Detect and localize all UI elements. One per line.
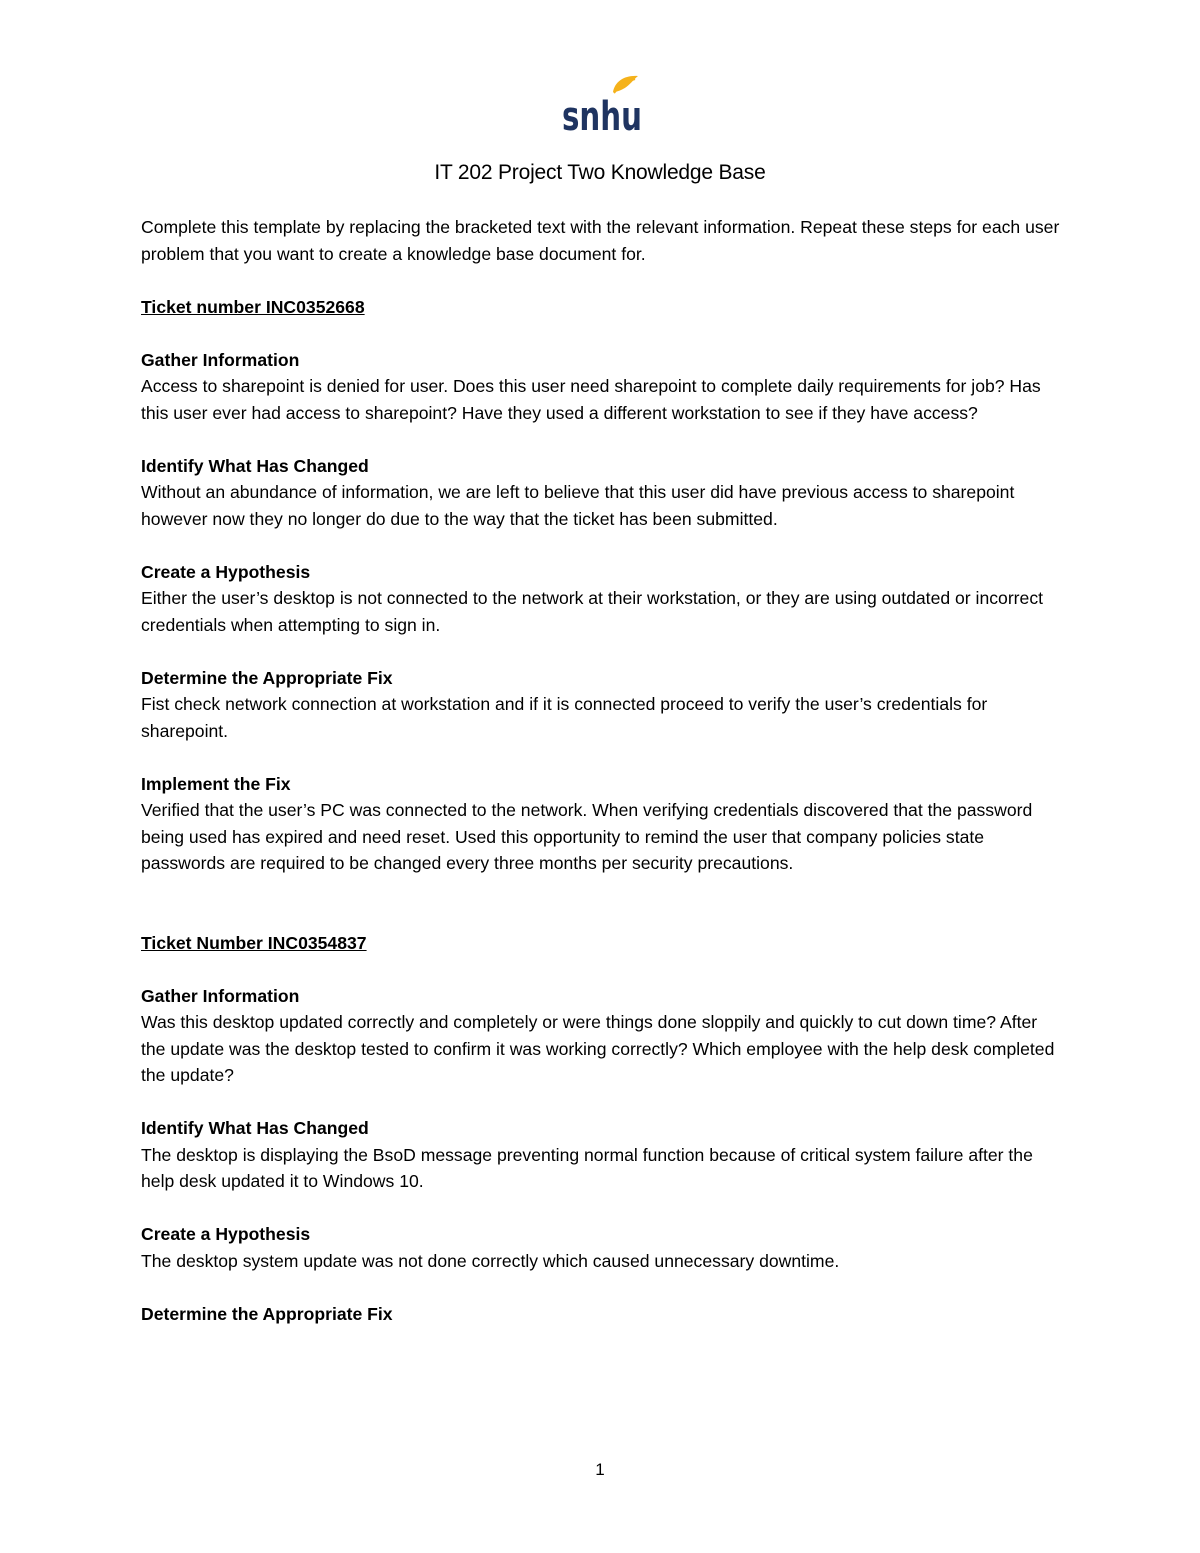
section-gather-information: [141, 347, 1061, 427]
snhu-logo: [557, 72, 647, 140]
section-heading: Identify What Has Changed: [141, 1118, 369, 1138]
intro-paragraph: Complete this template by replacing the bracketed text with the relevant information. Repeat these steps for each user problem that you want to create a knowledge base document for.: [141, 217, 1060, 264]
document-body: [141, 214, 1061, 1354]
section-identify-changes: [141, 1115, 1061, 1195]
section-body: Without an abundance of information, we are left to believe that this user did have previous access to sharepoint however now they no longer do due to the way that the ticket has been submitted.: [141, 482, 1015, 529]
section-identify-changes: [141, 453, 1061, 533]
document-title: IT 202 Project Two Knowledge Base: [434, 161, 766, 184]
ticket-label: Ticket Number INC0354837: [141, 932, 367, 953]
section-hypothesis: [141, 1221, 1061, 1274]
ticket-spacer: [141, 903, 1061, 930]
section-heading: Determine the Appropriate Fix: [141, 1303, 393, 1324]
section-heading: Implement the Fix: [141, 773, 291, 794]
section-body: Verified that the user’s PC was connected to the network. When verifying credentials discovered that the password being used has expired and need reset. Used this opportunity to remind the user that company policies state passwords are required to be changed every three months per security precautions.: [141, 800, 1033, 873]
section-body: Access to sharepoint is denied for user. Does this user need sharepoint to complete daily requirements for job? Has this user ever had access to sharepoint? Have they used a different workstation to see if they have access?: [141, 376, 1041, 423]
section-heading: Determine the Appropriate Fix: [141, 667, 393, 688]
ticket-label: Ticket number INC0352668: [141, 296, 365, 317]
page-number: 1: [595, 1460, 605, 1479]
section-determine-fix: [141, 665, 1061, 745]
section-body: The desktop is displaying the BsoD message preventing normal function because of critical system failure after the help desk updated it to Windows 10.: [141, 1144, 1033, 1191]
section-implement-fix: [141, 771, 1061, 877]
section-body: Fist check network connection at workstation and if it is connected proceed to verify the user’s credentials for sharepoint.: [141, 694, 988, 741]
section-heading: Gather Information: [141, 349, 300, 370]
section-determine-fix: [141, 1301, 1061, 1328]
section-heading: Create a Hypothesis: [141, 561, 311, 582]
section-hypothesis: [141, 559, 1061, 639]
logo-text: snhu: [562, 94, 642, 140]
section-heading: Gather Information: [141, 985, 300, 1006]
section-body: Was this desktop updated correctly and completely or were things done sloppily and quickly to cut down time? After the update was the desktop tested to confirm it was working correctly? Which employee with the help desk completed the update?: [141, 1012, 1055, 1085]
section-gather-information: [141, 983, 1061, 1089]
section-body: Either the user’s desktop is not connected to the network at their workstation, or they are using outdated or incorrect credentials when attempting to sign in.: [141, 588, 1044, 635]
section-body: The desktop system update was not done correctly which caused unnecessary downtime.: [141, 1250, 840, 1271]
section-heading: Create a Hypothesis: [141, 1224, 311, 1244]
section-heading: Identify What Has Changed: [141, 455, 369, 476]
